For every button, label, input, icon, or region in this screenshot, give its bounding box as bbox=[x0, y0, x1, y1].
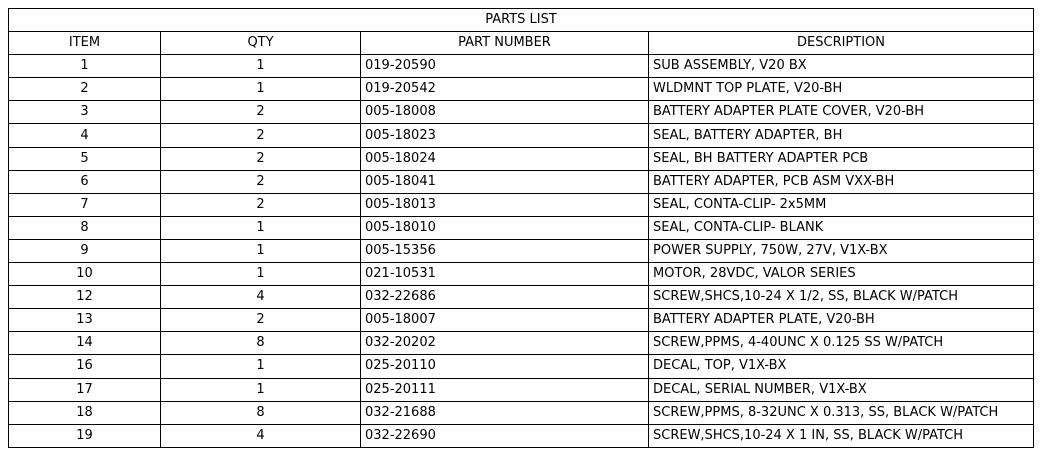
header-part-number: PART NUMBER bbox=[361, 32, 649, 55]
cell-part-number: 025-20110 bbox=[361, 355, 649, 378]
cell-qty: 1 bbox=[161, 78, 361, 101]
cell-part-number: 005-18013 bbox=[361, 193, 649, 216]
cell-description: BATTERY ADAPTER PLATE, V20-BH bbox=[649, 309, 1034, 332]
cell-description: WLDMNT TOP PLATE, V20-BH bbox=[649, 78, 1034, 101]
cell-qty: 4 bbox=[161, 286, 361, 309]
cell-qty: 8 bbox=[161, 332, 361, 355]
cell-part-number: 005-18010 bbox=[361, 216, 649, 239]
table-row bbox=[9, 309, 1034, 332]
cell-item: 5 bbox=[9, 147, 161, 170]
cell-part-number: 019-20590 bbox=[361, 55, 649, 78]
cell-qty: 8 bbox=[161, 401, 361, 424]
header-description: DESCRIPTION bbox=[649, 32, 1034, 55]
table-row bbox=[9, 124, 1034, 147]
cell-part-number: 032-22690 bbox=[361, 424, 649, 447]
table-row bbox=[9, 263, 1034, 286]
cell-part-number: 032-21688 bbox=[361, 401, 649, 424]
cell-qty: 2 bbox=[161, 309, 361, 332]
cell-item: 13 bbox=[9, 309, 161, 332]
table-row bbox=[9, 170, 1034, 193]
header-qty: QTY bbox=[161, 32, 361, 55]
cell-item: 1 bbox=[9, 55, 161, 78]
cell-part-number: 005-18007 bbox=[361, 309, 649, 332]
table-row bbox=[9, 239, 1034, 262]
cell-description: DECAL, TOP, V1X-BX bbox=[649, 355, 1034, 378]
cell-item: 6 bbox=[9, 170, 161, 193]
cell-description: DECAL, SERIAL NUMBER, V1X-BX bbox=[649, 378, 1034, 401]
table-title: PARTS LIST bbox=[9, 9, 1034, 32]
cell-description: SEAL, CONTA-CLIP- 2x5MM bbox=[649, 193, 1034, 216]
cell-qty: 1 bbox=[161, 216, 361, 239]
cell-description: POWER SUPPLY, 750W, 27V, V1X-BX bbox=[649, 239, 1034, 262]
cell-qty: 2 bbox=[161, 193, 361, 216]
table-row bbox=[9, 424, 1034, 447]
cell-item: 4 bbox=[9, 124, 161, 147]
cell-qty: 1 bbox=[161, 55, 361, 78]
cell-description: SUB ASSEMBLY, V20 BX bbox=[649, 55, 1034, 78]
cell-item: 17 bbox=[9, 378, 161, 401]
cell-item: 16 bbox=[9, 355, 161, 378]
table-row bbox=[9, 332, 1034, 355]
cell-description: MOTOR, 28VDC, VALOR SERIES bbox=[649, 263, 1034, 286]
table-row bbox=[9, 147, 1034, 170]
parts-list-table bbox=[8, 8, 1034, 448]
cell-item: 18 bbox=[9, 401, 161, 424]
cell-part-number: 005-18041 bbox=[361, 170, 649, 193]
cell-qty: 2 bbox=[161, 170, 361, 193]
cell-item: 8 bbox=[9, 216, 161, 239]
cell-qty: 2 bbox=[161, 101, 361, 124]
table-row bbox=[9, 355, 1034, 378]
table-row bbox=[9, 55, 1034, 78]
table-row bbox=[9, 101, 1034, 124]
cell-part-number: 005-18024 bbox=[361, 147, 649, 170]
cell-part-number: 005-18008 bbox=[361, 101, 649, 124]
cell-item: 12 bbox=[9, 286, 161, 309]
cell-qty: 1 bbox=[161, 239, 361, 262]
cell-item: 2 bbox=[9, 78, 161, 101]
cell-description: SCREW,SHCS,10-24 X 1 IN, SS, BLACK W/PATCH bbox=[649, 424, 1034, 447]
cell-part-number: 032-20202 bbox=[361, 332, 649, 355]
cell-description: SCREW,PPMS, 8-32UNC X 0.313, SS, BLACK W/PATCH bbox=[649, 401, 1034, 424]
cell-description: SEAL, CONTA-CLIP- BLANK bbox=[649, 216, 1034, 239]
cell-description: SEAL, BATTERY ADAPTER, BH bbox=[649, 124, 1034, 147]
table-row bbox=[9, 78, 1034, 101]
cell-qty: 2 bbox=[161, 124, 361, 147]
cell-item: 9 bbox=[9, 239, 161, 262]
cell-item: 3 bbox=[9, 101, 161, 124]
cell-part-number: 019-20542 bbox=[361, 78, 649, 101]
cell-item: 7 bbox=[9, 193, 161, 216]
parts-list-body bbox=[9, 55, 1034, 448]
cell-item: 14 bbox=[9, 332, 161, 355]
parts-list-sheet bbox=[8, 8, 1033, 448]
cell-qty: 4 bbox=[161, 424, 361, 447]
cell-description: BATTERY ADAPTER, PCB ASM VXX-BH bbox=[649, 170, 1034, 193]
cell-description: SEAL, BH BATTERY ADAPTER PCB bbox=[649, 147, 1034, 170]
cell-part-number: 005-18023 bbox=[361, 124, 649, 147]
cell-description: SCREW,PPMS, 4-40UNC X 0.125 SS W/PATCH bbox=[649, 332, 1034, 355]
cell-item: 10 bbox=[9, 263, 161, 286]
cell-description: BATTERY ADAPTER PLATE COVER, V20-BH bbox=[649, 101, 1034, 124]
table-row bbox=[9, 286, 1034, 309]
cell-part-number: 032-22686 bbox=[361, 286, 649, 309]
cell-qty: 2 bbox=[161, 147, 361, 170]
cell-description: SCREW,SHCS,10-24 X 1/2, SS, BLACK W/PATCH bbox=[649, 286, 1034, 309]
table-row bbox=[9, 193, 1034, 216]
table-row bbox=[9, 378, 1034, 401]
cell-part-number: 025-20111 bbox=[361, 378, 649, 401]
table-row bbox=[9, 216, 1034, 239]
cell-qty: 1 bbox=[161, 378, 361, 401]
cell-item: 19 bbox=[9, 424, 161, 447]
title-row bbox=[9, 9, 1034, 32]
table-row bbox=[9, 401, 1034, 424]
cell-part-number: 021-10531 bbox=[361, 263, 649, 286]
cell-qty: 1 bbox=[161, 263, 361, 286]
header-item: ITEM bbox=[9, 32, 161, 55]
cell-qty: 1 bbox=[161, 355, 361, 378]
header-row bbox=[9, 32, 1034, 55]
cell-part-number: 005-15356 bbox=[361, 239, 649, 262]
